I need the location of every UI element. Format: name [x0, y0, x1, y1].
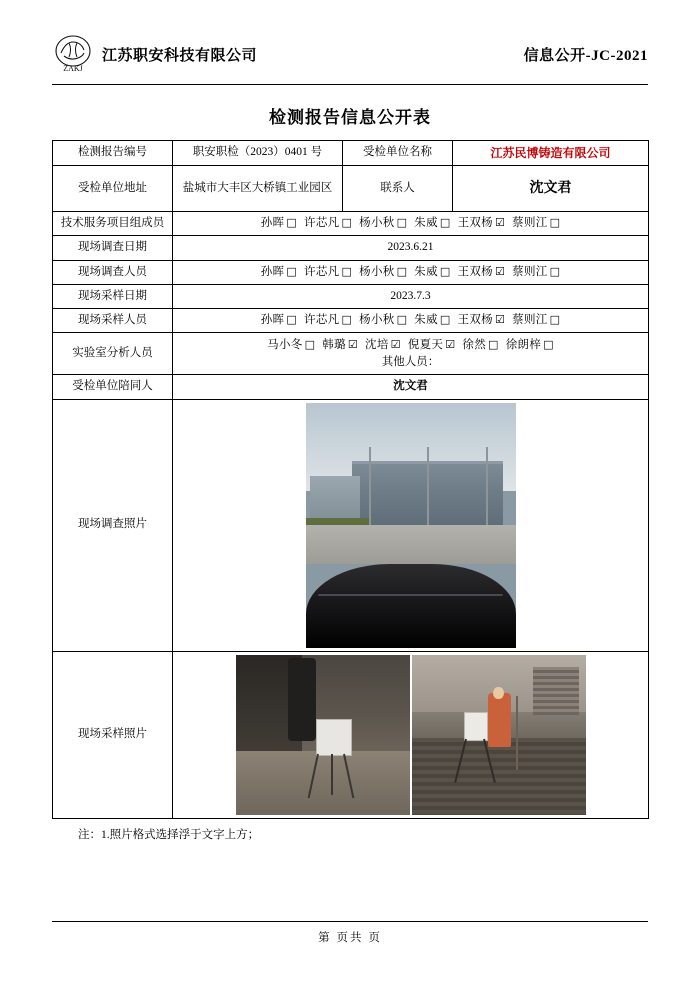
- staff-name: 朱威: [414, 217, 438, 229]
- staff-checkbox[interactable]: □: [543, 337, 554, 351]
- staff-name: 王双杨: [457, 217, 493, 229]
- staff-separator: [451, 215, 458, 232]
- survey-photo-label: 现场调查照片: [53, 399, 173, 651]
- staff-checkbox[interactable]: □: [341, 216, 353, 229]
- staff-checkbox[interactable]: □: [396, 264, 408, 278]
- staff-name: 徐然: [462, 338, 487, 351]
- survey-staff-label: 现场调查人员: [53, 260, 173, 284]
- company-name: 江苏职安科技有限公司: [102, 47, 258, 64]
- sampling-photo-cell: [173, 651, 649, 818]
- staff-checkbox[interactable]: □: [439, 313, 451, 326]
- staff-checkbox[interactable]: ☑: [494, 216, 506, 229]
- sampling-photo-label: 现场采样照片: [53, 651, 173, 818]
- staff-checkbox[interactable]: □: [286, 264, 298, 278]
- staff-checkbox[interactable]: □: [439, 216, 451, 229]
- table-row: [53, 333, 649, 375]
- footer-divider: [52, 921, 648, 922]
- survey-photo-image: [306, 403, 516, 648]
- company-logo-icon: [52, 34, 94, 74]
- staff-separator: [358, 337, 365, 354]
- team-members-list: [173, 212, 649, 236]
- staff-name: 孙晖: [260, 217, 285, 229]
- table-row: [53, 212, 649, 236]
- staff-checkbox[interactable]: □: [341, 264, 353, 278]
- sampling-photo-right: [412, 655, 586, 815]
- page-footer: [52, 921, 648, 945]
- table-row: [53, 166, 649, 212]
- survey-staff-list: [173, 260, 649, 284]
- staff-separator: [297, 264, 304, 281]
- table-row-sampling-photo: [53, 651, 649, 818]
- accompany-label: 受检单位陪同人: [53, 375, 173, 399]
- accompany-value: 沈文君: [173, 375, 649, 399]
- staff-name: 杨小秋: [359, 314, 395, 326]
- lab-other-label: 其他人员：: [381, 355, 440, 368]
- page-title: 检测报告信息公开表: [269, 108, 431, 127]
- staff-checkbox[interactable]: □: [286, 216, 298, 229]
- table-row: [53, 141, 649, 166]
- staff-separator: [297, 215, 304, 232]
- staff-name: 徐朗梓: [505, 338, 542, 351]
- staff-name: 王双杨: [457, 314, 493, 326]
- sampling-photo-images: [236, 655, 586, 815]
- staff-name: 倪夏天: [407, 338, 444, 351]
- staff-checkbox[interactable]: ☑: [445, 337, 456, 351]
- staff-name: 韩璐: [322, 338, 346, 351]
- lab-staff-list: [177, 337, 644, 354]
- contact-value: 沈文君: [453, 166, 649, 212]
- staff-separator: [297, 312, 304, 329]
- lab-staff-label: 实验室分析人员: [53, 333, 173, 375]
- staff-separator: [499, 337, 506, 354]
- staff-name: 许芯凡: [304, 265, 340, 278]
- staff-name: 蔡则江: [512, 265, 548, 278]
- table-row: [53, 309, 649, 333]
- sampling-staff-list: [173, 309, 649, 333]
- client-name-value: 江苏民博铸造有限公司: [453, 141, 649, 166]
- staff-checkbox[interactable]: ☑: [390, 337, 401, 351]
- staff-checkbox[interactable]: □: [549, 264, 561, 278]
- staff-checkbox[interactable]: □: [286, 313, 298, 326]
- staff-checkbox[interactable]: □: [439, 264, 451, 278]
- sampling-date-value: 2023.7.3: [173, 284, 649, 308]
- staff-name: 孙晖: [260, 314, 285, 326]
- page-number: 第 页共 页: [318, 932, 382, 944]
- header-divider: [52, 84, 648, 85]
- lab-staff-cell: [173, 333, 649, 375]
- sampling-staff-label: 现场采样人员: [53, 309, 173, 333]
- table-row: [53, 284, 649, 308]
- survey-photo-cell: [173, 399, 649, 651]
- contact-label: 联系人: [343, 166, 453, 212]
- sampling-date-label: 现场采样日期: [53, 284, 173, 308]
- staff-checkbox[interactable]: □: [396, 313, 408, 326]
- staff-name: 许芯凡: [304, 314, 340, 326]
- staff-name: 王双杨: [457, 265, 493, 278]
- report-info-table: [52, 140, 649, 819]
- report-no-value: 职安职检（2023）0401 号: [173, 141, 343, 166]
- staff-checkbox[interactable]: □: [304, 337, 316, 351]
- staff-separator: [401, 337, 408, 354]
- staff-checkbox[interactable]: □: [549, 313, 561, 326]
- table-row: [53, 375, 649, 399]
- staff-checkbox[interactable]: □: [488, 337, 499, 351]
- page-header: [52, 28, 648, 80]
- sampling-photo-left: [236, 655, 410, 815]
- staff-name: 马小冬: [267, 338, 303, 351]
- client-name-label: 受检单位名称: [343, 141, 453, 166]
- table-note: 注：1.照片格式选择浮于文字上方；: [78, 828, 260, 841]
- staff-name: 杨小秋: [359, 217, 395, 229]
- staff-checkbox[interactable]: □: [341, 313, 353, 326]
- client-addr-value: 盐城市大丰区大桥镇工业园区: [173, 166, 343, 212]
- staff-separator: [451, 312, 458, 329]
- table-row: [53, 260, 649, 284]
- team-label: 技术服务项目组成员: [53, 212, 173, 236]
- survey-date-value: 2023.6.21: [173, 236, 649, 260]
- client-addr-label: 受检单位地址: [53, 166, 173, 212]
- staff-checkbox[interactable]: ☑: [347, 337, 359, 351]
- table-row: [53, 236, 649, 260]
- report-no-label: 检测报告编号: [53, 141, 173, 166]
- survey-date-label: 现场调查日期: [53, 236, 173, 260]
- staff-name: 许芯凡: [304, 217, 340, 229]
- document-code: 信息公开-JC-2021: [523, 47, 648, 64]
- staff-checkbox[interactable]: ☑: [494, 264, 506, 278]
- staff-checkbox[interactable]: □: [396, 216, 408, 229]
- staff-name: 朱威: [414, 314, 438, 326]
- staff-name: 杨小秋: [359, 265, 395, 278]
- staff-name: 沈培: [365, 338, 389, 351]
- header-left: [52, 34, 257, 74]
- staff-name: 孙晖: [260, 265, 285, 278]
- staff-name: 蔡则江: [512, 314, 548, 326]
- staff-separator: [451, 264, 458, 281]
- staff-checkbox[interactable]: □: [549, 216, 561, 229]
- staff-checkbox[interactable]: ☑: [494, 313, 506, 326]
- staff-name: 蔡则江: [512, 217, 548, 229]
- staff-name: 朱威: [414, 265, 438, 278]
- svg-text:ZAKJ: ZAKJ: [63, 64, 83, 73]
- table-row-survey-photo: [53, 399, 649, 651]
